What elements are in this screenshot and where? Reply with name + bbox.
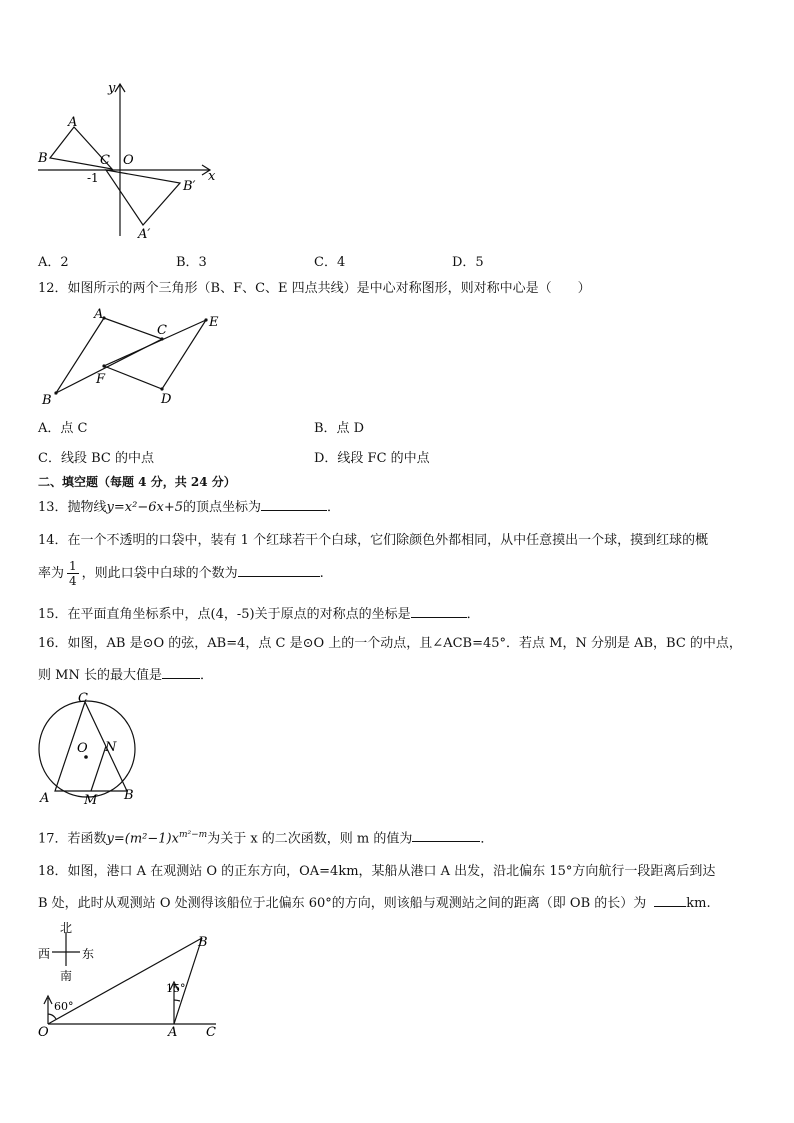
q11-option-b: B．3 (176, 255, 207, 270)
triangle-abc (56, 318, 162, 393)
label-west: 西 (38, 947, 51, 961)
q12-option-a: A．点 C (38, 421, 88, 436)
q15-answer-blank[interactable] (411, 605, 467, 618)
q18-line2-body: B 处，此时从观测站 O 处测得该船位于北偏东 60°的方向，则该船与观测站之间的距离（即 OB 的长）为 (38, 896, 647, 911)
label-A: A (94, 307, 104, 322)
q17-answer-blank[interactable] (412, 829, 480, 842)
label-O: O (77, 741, 88, 756)
section-heading: 二、填空题（每题 4 分，共 24 分） (38, 475, 236, 489)
q17-text: 17．若函数$y=(m^2-1)x^{m^2-m}$为关于 x 的二次函数，则 m 的值为 ． (38, 830, 494, 847)
label-60: 60° (54, 1000, 74, 1013)
q12-option-c: C．线段 BC 的中点 (38, 451, 154, 466)
label-Ap: A′ (138, 227, 151, 242)
label-B: B (38, 151, 48, 166)
label-A: A (40, 791, 50, 806)
q16-answer-blank[interactable] (162, 666, 200, 679)
label-C: C (78, 692, 88, 706)
triangle-def (104, 320, 206, 389)
q17-pre: 17．若函数 (38, 831, 107, 847)
q12-option-d: D．线段 FC 的中点 (314, 451, 430, 466)
q11-coordinate-figure (30, 76, 230, 244)
label-B: B (198, 935, 208, 950)
q12-text: 12．如图所示的两个三角形（B、F、C、E 四点共线）是中心对称图形，则对称中心是（ ） (38, 281, 591, 296)
label-south: 南 (60, 969, 73, 983)
q13-answer-blank[interactable] (261, 498, 327, 511)
label-F: F (96, 372, 106, 387)
arc-15 (174, 1000, 180, 1001)
label-B: B (42, 393, 52, 406)
segment-mn (91, 746, 106, 791)
label-Bp: B′ (183, 179, 196, 194)
label-C: C (100, 153, 110, 168)
q18-answer-blank[interactable] (654, 894, 686, 907)
q13-pre: 13．抛物线 (38, 500, 107, 515)
q12-option-b: B．点 D (314, 421, 365, 436)
q14-frac-den: 4 (69, 574, 77, 588)
q18-unit: km. (686, 896, 711, 911)
q18-line2 (38, 894, 711, 913)
q16-circle-figure (32, 692, 144, 808)
label-E: E (209, 315, 219, 330)
q14-line2: 率为 $\frac{1}{4}$ ，则此口袋中白球的个数为 . (38, 559, 324, 588)
q13-text: 13．抛物线y=x²−6x+5的顶点坐标为 ． (38, 500, 341, 515)
q14-answer-blank[interactable] (238, 564, 320, 577)
q14-line2-post: ，则此口袋中白球的个数为 (81, 566, 238, 581)
q11-option-a: A．2 (38, 255, 69, 270)
q18-navigation-figure (34, 918, 224, 1042)
label-D: D (161, 392, 172, 406)
triangle-apbpc (106, 170, 180, 225)
q16-line2: 则 MN 长的最大值是 ． (38, 668, 213, 683)
q12-figure (36, 306, 236, 406)
label-M: M (84, 793, 98, 808)
q11-option-d: D．5 (452, 255, 484, 270)
label-neg1: -1 (87, 171, 99, 185)
label-y: y (108, 81, 116, 96)
label-B: B (124, 788, 134, 803)
label-O: O (38, 1025, 49, 1040)
q14-line2-pre: 率为 (38, 566, 65, 581)
q18-line1: 18．如图，港口 A 在观测站 O 的正东方向，OA=4km，某船从港口 A 出发，沿北偏东 15°方向航行一段距离后到达 (38, 864, 716, 879)
label-A: A (68, 115, 78, 130)
label-C: C (206, 1025, 216, 1040)
q17-exponent: m²−m (178, 830, 208, 840)
arc-60 (48, 1014, 56, 1019)
label-A: A (168, 1025, 178, 1040)
label-N: N (105, 740, 117, 755)
q14-fraction (67, 559, 79, 588)
q16-line2-body: 则 MN 长的最大值是 (38, 668, 162, 683)
q15-text: 15．在平面直角坐标系中，点(4，-5)关于原点的对称点的坐标是 ． (38, 607, 480, 622)
label-C: C (157, 323, 167, 338)
q17-formula: y=(m²−1)x (106, 831, 179, 847)
q16-line1: 16．如图，AB 是⊙O 的弦，AB=4，点 C 是⊙O 上的一个动点，且∠ACB=45°．若点 M，N 分别是 AB，BC 的中点， (38, 636, 742, 651)
label-15: 15° (166, 982, 186, 995)
q15-body: 15．在平面直角坐标系中，点(4，-5)关于原点的对称点的坐标是 (38, 607, 411, 622)
q17-mid: 为关于 x 的二次函数，则 m 的值为 (207, 831, 413, 847)
q14-frac-num: 1 (69, 559, 77, 573)
q13-formula: y=x²−6x+5 (106, 500, 183, 515)
label-north: 北 (60, 921, 73, 935)
label-x: x (208, 169, 216, 184)
label-east: 东 (82, 947, 95, 961)
label-O: O (123, 153, 134, 168)
q13-post: 的顶点坐标为 (183, 500, 262, 515)
q14-line1: 14．在一个不透明的口袋中，装有 1 个红球若干个白球，它们除颜色外都相同，从中任意摸出一个球，摸到红球的概 (38, 533, 709, 548)
q11-option-c: C．4 (314, 255, 346, 270)
